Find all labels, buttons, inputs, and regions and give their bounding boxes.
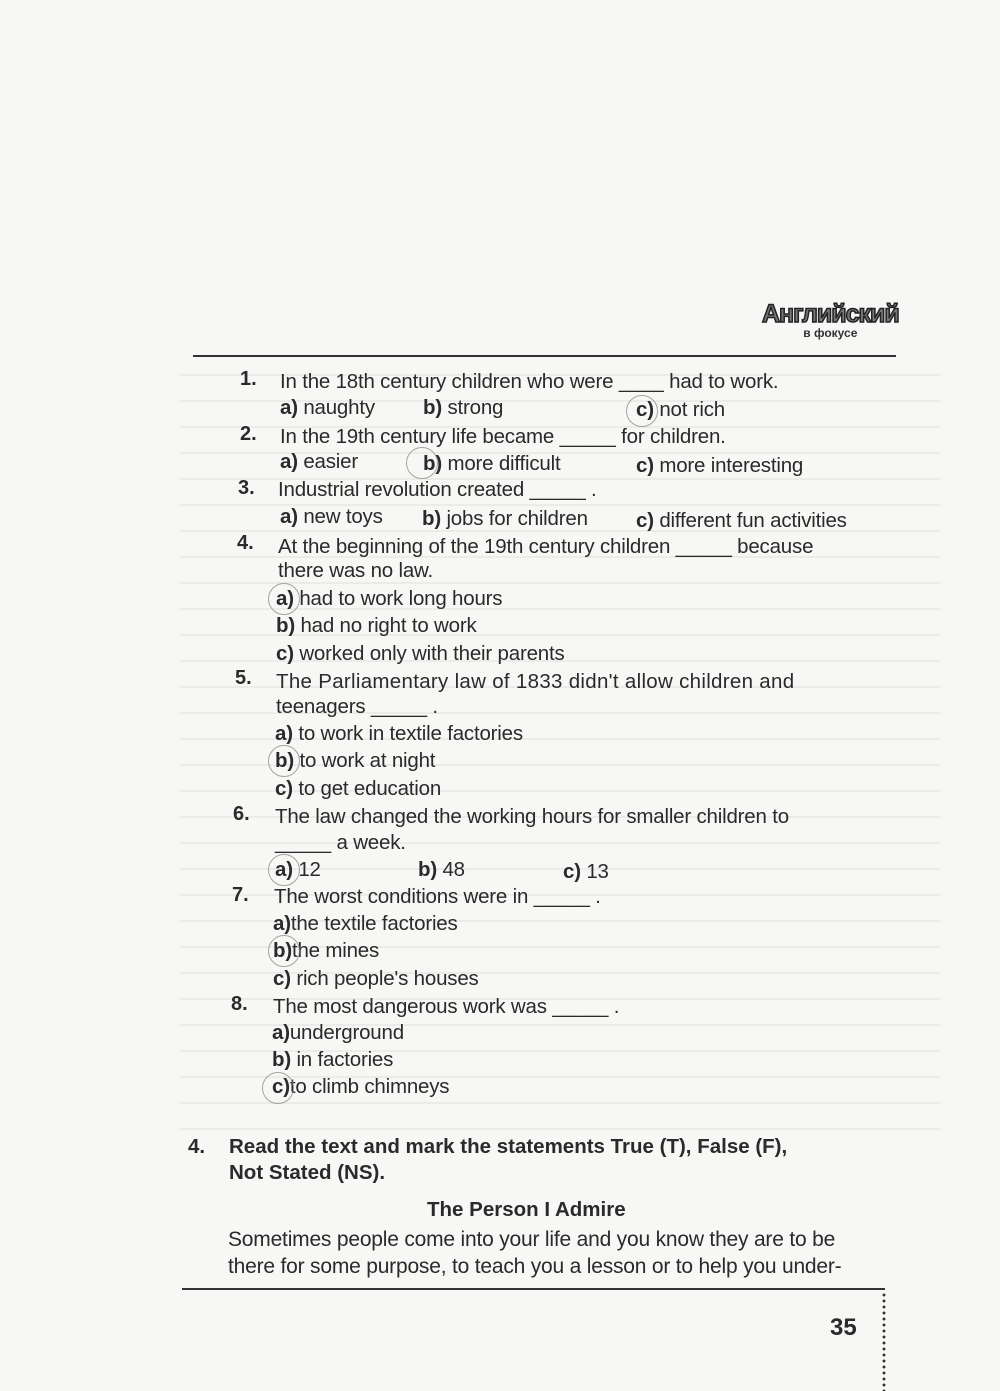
- question-number: 3.: [238, 477, 255, 499]
- option: b) in factories: [272, 1048, 394, 1071]
- question-text: In the 19th century life became _____ for children.: [280, 425, 726, 448]
- paragraph-line: there for some purpose, to teach you a lesson or to help you under-: [228, 1255, 842, 1278]
- pencil-circle-mark: [406, 447, 438, 479]
- option: a) to work in textile factories: [275, 722, 523, 745]
- pencil-circle-mark: [268, 935, 300, 967]
- option: c) worked only with their parents: [276, 642, 565, 665]
- pencil-circle-mark: [268, 854, 300, 886]
- option: a) 12: [275, 858, 321, 881]
- question-text: At the beginning of the 19th century children _____ because: [278, 535, 814, 558]
- option: c) 13: [563, 860, 609, 883]
- question-number: 8.: [231, 993, 248, 1015]
- exercise-number: 4.: [188, 1135, 206, 1158]
- exercise-instruction: Read the text and mark the statements True (T), False (F),: [229, 1135, 788, 1158]
- question-text: The Parliamentary law of 1833 didn't allow children and: [276, 670, 795, 693]
- question-number: 6.: [233, 803, 250, 825]
- question-text: _____ a week.: [275, 831, 406, 854]
- option: a) easier: [280, 450, 358, 473]
- question-text: teenagers _____ .: [276, 695, 438, 718]
- question-number: 2.: [240, 423, 257, 445]
- option: c) to get education: [275, 777, 442, 800]
- text-title: The Person I Admire: [427, 1198, 626, 1221]
- question-text: Industrial revolution created _____ .: [278, 478, 597, 501]
- option: b) jobs for children: [422, 507, 588, 530]
- question-number: 4.: [237, 532, 254, 554]
- option: c) different fun activities: [636, 509, 847, 532]
- logo-title: Английский: [762, 300, 899, 328]
- pencil-circle-mark: [262, 1072, 294, 1104]
- option: b) had no right to work: [276, 614, 477, 637]
- option: b)the mines: [273, 939, 380, 962]
- footer-rule: [182, 1288, 885, 1290]
- question-text: In the 18th century children who were ____ had to work.: [280, 370, 779, 393]
- pencil-circle-mark: [268, 583, 300, 615]
- question-text: The worst conditions were in _____ .: [274, 885, 601, 908]
- exercise-instruction: Not Stated (NS).: [229, 1161, 386, 1184]
- option: c) more interesting: [636, 454, 804, 477]
- page-number: 35: [830, 1314, 857, 1341]
- option: a)the textile factories: [273, 912, 458, 935]
- header-rule: [193, 355, 896, 357]
- option: c)to climb chimneys: [272, 1075, 450, 1098]
- option: a) naughty: [280, 396, 375, 419]
- option: b) 48: [418, 858, 465, 881]
- question-text: The law changed the working hours for smaller children to: [275, 805, 789, 828]
- logo-subtitle: в фокусе: [803, 326, 858, 340]
- paragraph-line: Sometimes people come into your life and you know they are to be: [228, 1228, 836, 1251]
- question-number: 1.: [240, 368, 257, 390]
- question-number: 7.: [232, 884, 249, 906]
- option: a)underground: [272, 1021, 404, 1044]
- option: b) to work at night: [275, 749, 436, 772]
- option: b) more difficult: [423, 452, 561, 475]
- dotted-margin-line: [882, 1292, 886, 1391]
- option: c) not rich: [636, 398, 725, 421]
- option: a) new toys: [280, 505, 383, 528]
- question-text: there was no law.: [278, 559, 433, 582]
- option: c) rich people's houses: [273, 967, 479, 990]
- question-number: 5.: [235, 667, 252, 689]
- option: b) strong: [423, 396, 504, 419]
- pencil-circle-mark: [268, 745, 300, 777]
- pencil-circle-mark: [626, 395, 658, 427]
- question-text: The most dangerous work was _____ .: [273, 995, 620, 1018]
- option: a) had to work long hours: [276, 587, 503, 610]
- textbook-logo: [762, 300, 899, 340]
